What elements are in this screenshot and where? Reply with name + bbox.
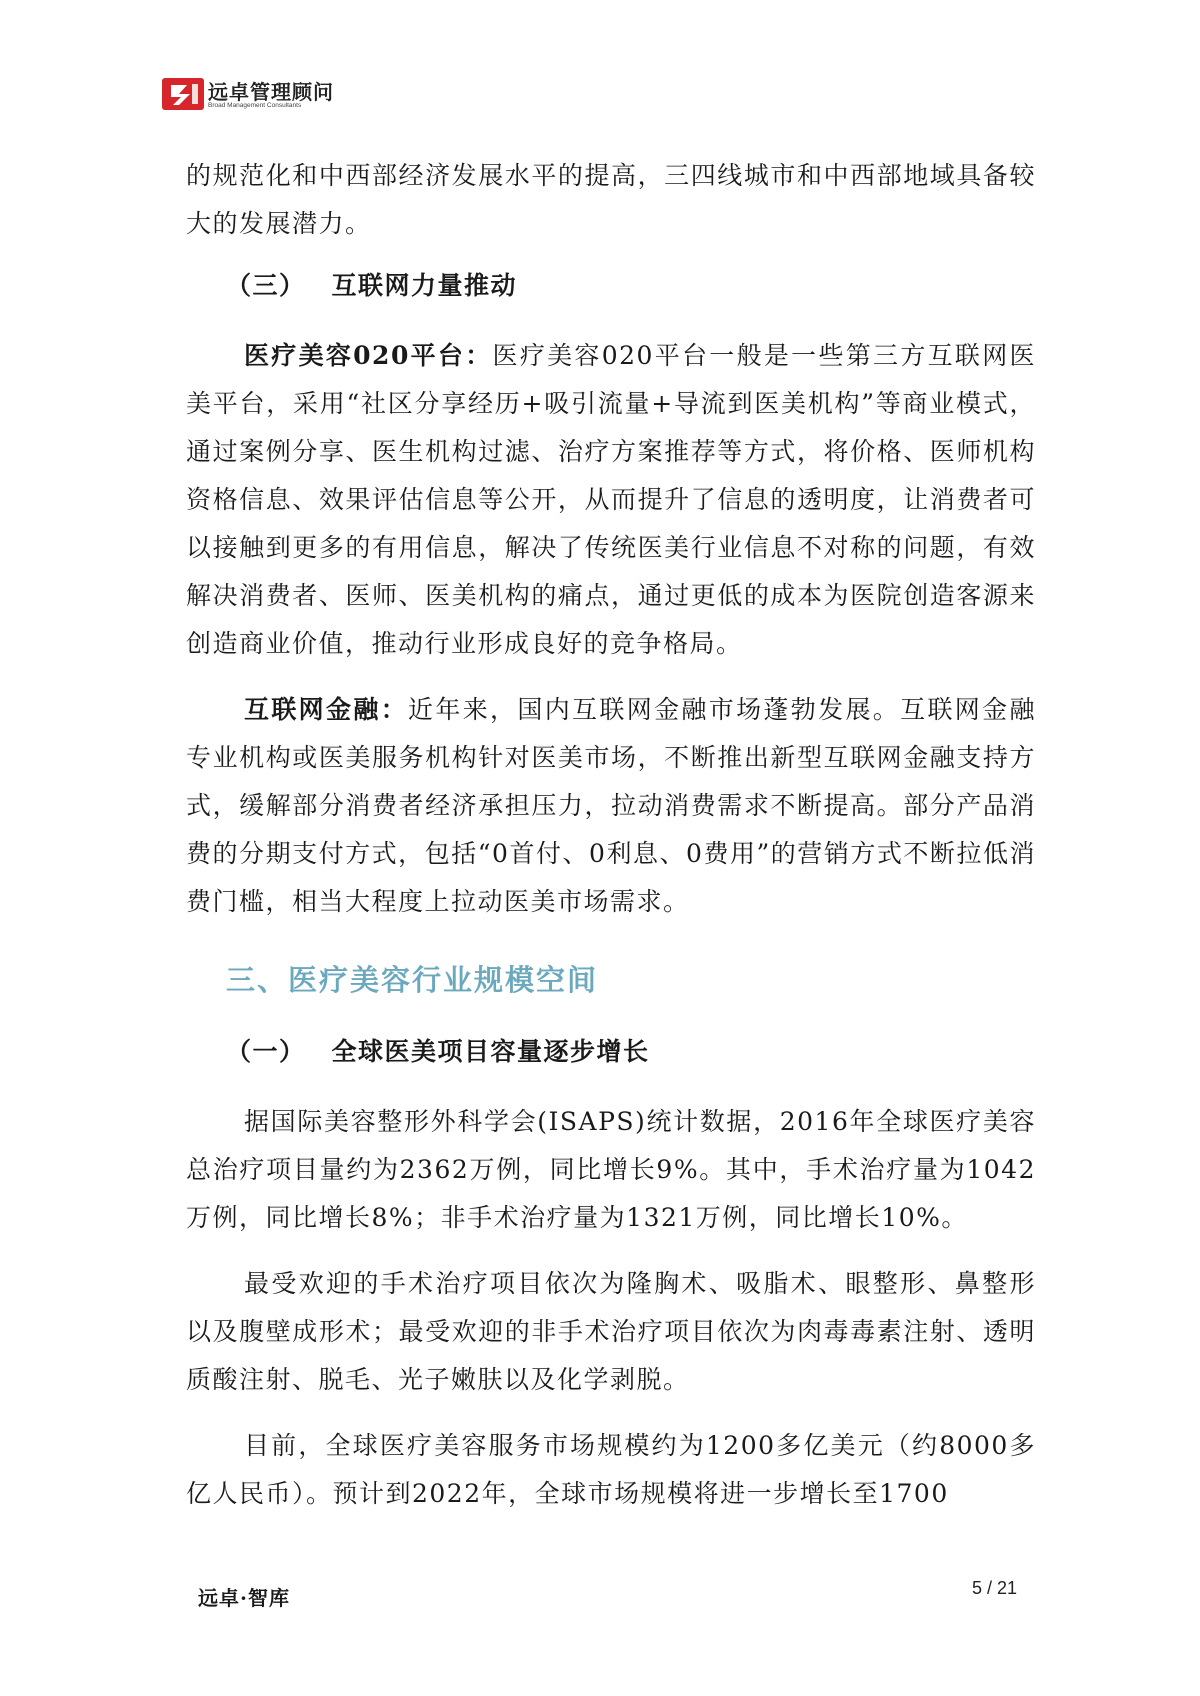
subsection-title: 全球医美项目容量逐步增长 [331,1037,650,1066]
paragraph-o2o [186,332,1036,668]
subsection-heading-3 [186,262,1036,310]
paragraph-1: 的规范化和中西部经济发展水平的提高，三四线城市和中西部地域具备较大的发展潜力。 [186,161,1036,238]
logo-mark-icon [162,78,204,110]
company-subtitle: Broad Management Consultants [208,102,302,109]
section-heading: 三、医疗美容行业规模空间 [226,963,599,997]
page-number: 5 / 21 [972,1578,1018,1598]
paragraph-popular-procedures: 最受欢迎的手术治疗项目依次为隆胸术、吸脂术、眼整形、鼻整形以及腹壁成形术；最受欢迎的非手术治疗项目依次为肉毒毒素注射、透明质酸注射、脱毛、光子嫩肤以及化学剥脱。 [186,1269,1036,1394]
subsection-number: （一） [226,1037,306,1066]
paragraph-text: 近年来，国内互联网金融市场蓬勃发展。互联网金融专业机构或医美服务机构针对医美市场，不断推出新型互联网金融支持方式，缓解部分消费者经济承担压力，拉动消费需求不断提高。部分产品消费的分期支付方式，包括“0首付、0利息、0费用”的营销方式不断拉低消费门槛，相当大程度上拉动医美市场需求。 [186,695,1036,916]
subsection-heading-1 [186,1028,1036,1076]
subsection-number: （三） [226,271,306,300]
paragraph-isaps: 据国际美容整形外科学会(ISAPS)统计数据，2016年全球医疗美容总治疗项目量约为2362万例，同比增长9%。其中，手术治疗量为1042万例，同比增长8%；非手术治疗量为1321万例，同比增长10%。 [186,1107,1036,1232]
document-body [186,152,1036,1518]
paragraph-lead: 医疗美容020平台： [244,341,493,370]
header-logo [162,76,352,116]
paragraph-market-size: 目前，全球医疗美容服务市场规模约为1200多亿美元（约8000多亿人民币）。预计到2022年，全球市场规模将进一步增长至1700 [186,1431,1036,1508]
paragraph-text: 医疗美容020平台一般是一些第三方互联网医美平台，采用“社区分享经历+吸引流量+导流到医美机构”等商业模式，通过案例分享、医生机构过滤、治疗方案推荐等方式，将价格、医师机构资格信息、效果评估信息等公开，从而提升了信息的透明度，让消费者可以接触到更多的有用信息，解决了传统医美行业信息不对称的问题，有效解决消费者、医师、医美机构的痛点，通过更低的成本为医院创造客源来创造商业价值，推动行业形成良好的竞争格局。 [186,341,1036,658]
company-name: 远卓管理顾问 [208,80,334,104]
footer-brand: 远卓·智库 [198,1586,290,1610]
subsection-title: 互联网力量推动 [331,271,518,300]
paragraph-lead: 互联网金融： [244,695,409,724]
paragraph-fintech [186,686,1036,926]
